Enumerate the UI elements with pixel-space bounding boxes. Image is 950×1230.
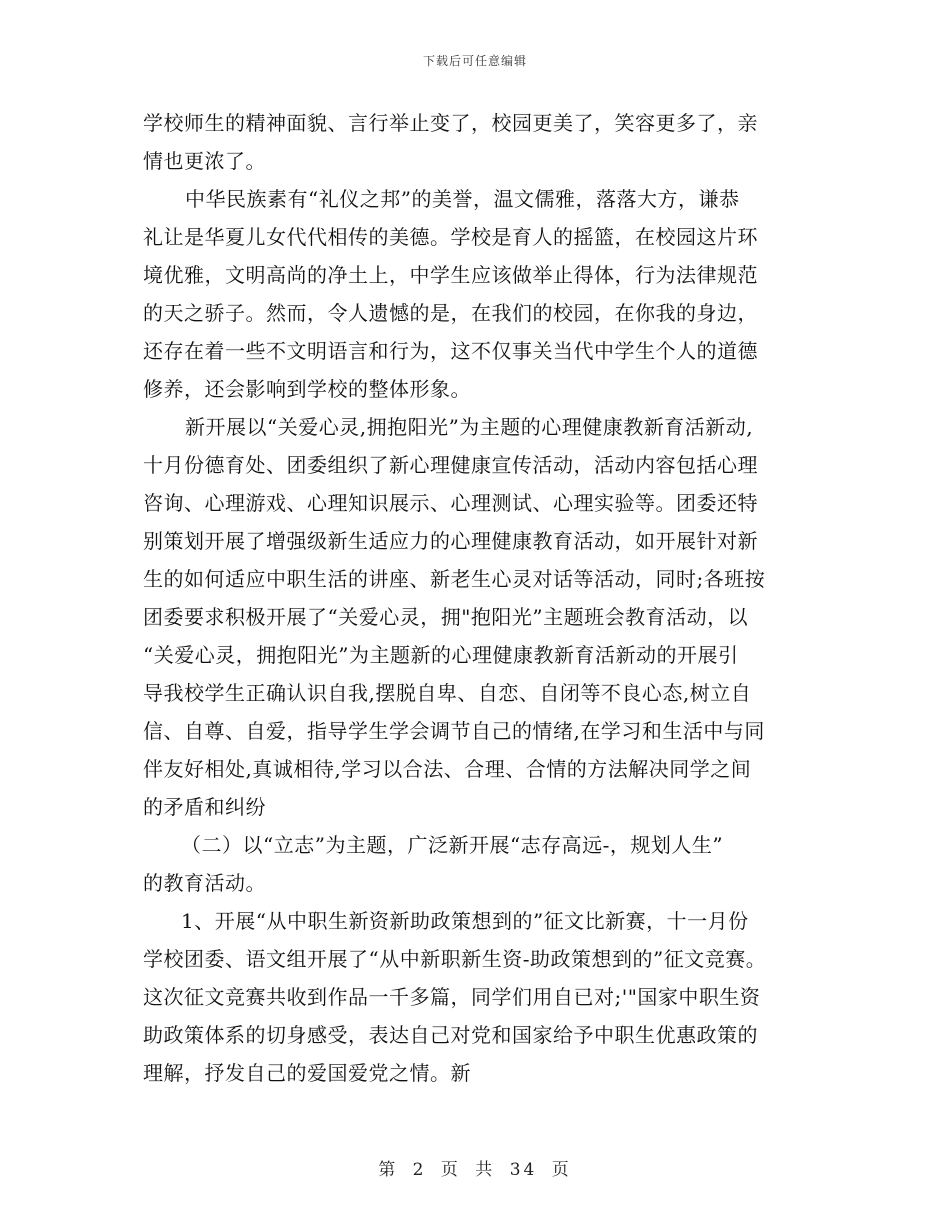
- text-line: 生的如何适应中职生活的讲座、新老生心灵对话等活动，同时;各班按: [143, 567, 766, 591]
- text-line: 伴友好相处,真诚相待,学习以合法、合理、合情的方法解决同学之间: [143, 757, 752, 781]
- text-line: 理解，抒发自己的爱国爱党之情。新: [143, 1061, 471, 1085]
- text-line: 咨询、心理游戏、心理知识展示、心理测试、心理实验等。团委还特: [143, 491, 758, 515]
- text-line: 的天之骄子。然而，令人遗憾的是，在我们的校园，在你我的身边，: [143, 301, 758, 325]
- page-number-footer: 第 2 页 共 34 页: [378, 1160, 572, 1180]
- text-line: 的矛盾和纠纷: [143, 795, 266, 819]
- text-line: 的教育活动。: [143, 871, 266, 895]
- text-line: 情也更浓了。: [143, 149, 266, 173]
- paragraph-start-line: 中华民族素有“礼仪之邦”的美誉，温文儒雅，落落大方，谦恭: [185, 187, 740, 211]
- text-line: 学校团委、语文组开展了“从中新职新生资-助政策想到的”征文竞赛。: [143, 947, 767, 971]
- text-line: 助政策体系的切身感受，表达自己对党和国家给予中职生优惠政策的: [143, 1023, 758, 1047]
- text-line: 团委要求积极开展了“关爱心灵，拥"抱阳光”主题班会教育活动，以: [143, 605, 749, 629]
- text-line: 学校师生的精神面貌、言行举止变了，校园更美了，笑容更多了，亲: [143, 111, 758, 135]
- text-line: 还存在着一些不文明语言和行为，这不仅事关当代中学生个人的道德: [143, 339, 758, 363]
- text-line: 这次征文竞赛共收到作品一千多篇，同学们用自已对;'"国家中职生资: [143, 985, 761, 1009]
- paragraph-start-line: 1、开展“从中职生新资新助政策想到的”征文比新赛，十一月份: [181, 909, 749, 933]
- text-line: 十月份德育处、团委组织了新心理健康宣传活动，活动内容包括心理: [143, 453, 758, 477]
- text-line: 导我校学生正确认识自我,摆脱自卑、自恋、自闭等不良心态,树立自: [143, 681, 752, 705]
- paragraph-start-line: 新开展以“关爱心灵,拥抱阳光”为主题的心理健康教新育活新动,: [185, 415, 754, 439]
- text-line: 境优雅，文明高尚的净土上，中学生应该做举止得体，行为法律规范: [143, 263, 758, 287]
- text-line: 修养，还会影响到学校的整体形象。: [143, 377, 471, 401]
- body-text: [143, 104, 823, 1092]
- text-line: 礼让是华夏儿女代代相传的美德。学校是育人的摇篮，在校园这片环: [143, 225, 758, 249]
- text-line: 信、自尊、自爱，指导学生学会调节自己的情绪,在学习和生活中与同: [143, 719, 765, 743]
- section-heading-line: （二）以“立志”为主题，广泛新开展“志存高远-，规划人生”: [181, 833, 724, 857]
- text-line: “关爱心灵，拥抱阳光”为主题新的心理健康教新育活新动的开展引: [143, 643, 739, 667]
- page-header: 下载后可任意编辑: [422, 54, 527, 68]
- text-line: 别策划开展了增强级新生适应力的心理健康教育活动，如开展针对新: [143, 529, 758, 553]
